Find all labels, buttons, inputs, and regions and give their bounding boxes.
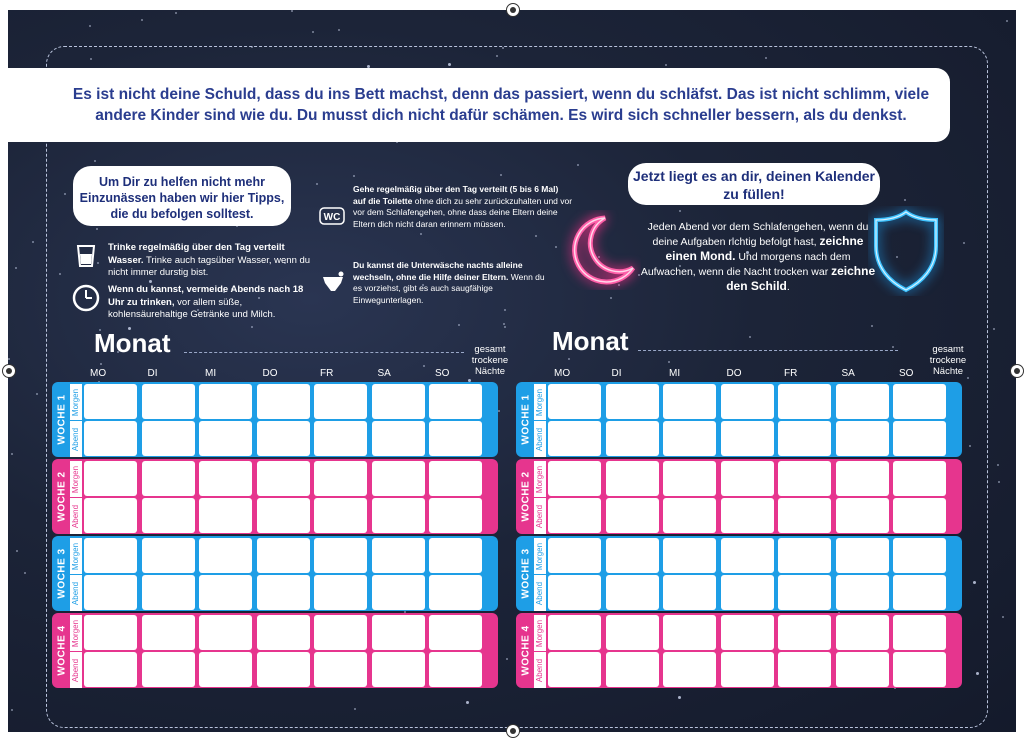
star [312, 31, 314, 33]
day-cell[interactable] [548, 615, 601, 650]
slot-label-morgen [70, 461, 82, 497]
day-cell[interactable] [314, 421, 367, 456]
instr-moon: zeichne einen Mond. [665, 234, 864, 263]
week-total-cell[interactable] [470, 536, 498, 611]
slot-label-text: Abend [535, 658, 545, 682]
tip-4-bold: Du kannst die Unterwäsche nachts alleine wechseln, ohne die Hilfe deiner Eltern. [353, 260, 523, 282]
day-cell[interactable] [372, 421, 425, 456]
week-total-cell[interactable] [470, 382, 498, 457]
star [291, 10, 293, 12]
week-label [518, 459, 534, 534]
slot-label-abend [70, 421, 82, 457]
day-cell[interactable] [721, 538, 774, 573]
slot-label-text: Morgen [71, 619, 81, 647]
day-header-mi: MI [205, 368, 217, 379]
day-cell[interactable] [721, 461, 774, 496]
day-cell[interactable] [721, 384, 774, 419]
week-label-text: WOCHE 3 [56, 548, 68, 599]
slot-label-abend [534, 421, 546, 457]
star [175, 12, 177, 14]
day-header-so: SO [899, 368, 914, 379]
day-cell[interactable] [548, 652, 601, 687]
day-cell[interactable] [142, 384, 195, 419]
day-cell[interactable] [257, 538, 310, 573]
day-cell[interactable] [199, 421, 252, 456]
day-cell[interactable] [721, 575, 774, 610]
instr-line-2: Und morgens nach dem Aufwachen, wenn die Nacht trocken war [640, 251, 851, 278]
day-cell[interactable] [778, 538, 831, 573]
day-cell[interactable] [836, 615, 889, 650]
day-cell[interactable] [199, 575, 252, 610]
day-cell[interactable] [663, 384, 716, 419]
day-header-mo: MO [90, 368, 107, 379]
day-cell[interactable] [372, 652, 425, 687]
star [141, 19, 143, 21]
slot-label-text: Abend [71, 427, 81, 451]
star [15, 267, 17, 269]
star [1002, 616, 1004, 618]
week-total-cell[interactable] [934, 459, 962, 534]
day-cell[interactable] [548, 461, 601, 496]
calendar-instructions [638, 220, 878, 294]
slot-label-morgen [70, 615, 82, 651]
night-sky-background [8, 10, 1016, 732]
day-cell[interactable] [142, 575, 195, 610]
day-cell[interactable] [199, 384, 252, 419]
week-row-3 [516, 536, 962, 611]
day-cell[interactable] [199, 498, 252, 533]
registration-mark [506, 3, 520, 17]
week-row-3 [52, 536, 498, 611]
month-line-right[interactable] [638, 350, 898, 351]
week-row-2 [52, 459, 498, 534]
star [997, 464, 999, 466]
day-cell[interactable] [606, 421, 659, 456]
day-header-sa: SA [377, 368, 391, 379]
day-cell[interactable] [199, 538, 252, 573]
day-cell[interactable] [314, 652, 367, 687]
day-cell[interactable] [548, 384, 601, 419]
tip-2 [108, 284, 318, 322]
slot-label-text: Morgen [535, 388, 545, 416]
slot-label-text: Morgen [71, 465, 81, 493]
week-label [518, 613, 534, 688]
day-cell[interactable] [778, 575, 831, 610]
slot-label-text: Abend [535, 504, 545, 528]
calendar-grid-right [516, 382, 962, 692]
week-label [54, 459, 70, 534]
day-header-mi: MI [669, 368, 681, 379]
day-cell[interactable] [778, 615, 831, 650]
slot-label-text: Morgen [535, 465, 545, 493]
star [89, 25, 91, 27]
star [24, 572, 26, 574]
calendar-heading: Jetzt liegt es an dir, deinen Kalender zu füllen! [628, 163, 880, 205]
day-cell[interactable] [836, 652, 889, 687]
slot-label-text: Morgen [71, 388, 81, 416]
day-cell[interactable] [721, 652, 774, 687]
day-cell[interactable] [606, 615, 659, 650]
day-cell[interactable] [142, 498, 195, 533]
day-cell[interactable] [778, 498, 831, 533]
day-cell[interactable] [836, 538, 889, 573]
week-label [54, 536, 70, 611]
slot-label-text: Abend [71, 504, 81, 528]
day-cell[interactable] [836, 384, 889, 419]
tip-4 [353, 260, 553, 306]
day-cell[interactable] [257, 615, 310, 650]
day-cell[interactable] [257, 498, 310, 533]
day-header-sa: SA [841, 368, 855, 379]
slot-label-morgen [70, 384, 82, 420]
day-header-fr: FR [320, 368, 334, 379]
star [1006, 20, 1008, 22]
day-cell[interactable] [84, 498, 137, 533]
day-cell[interactable] [314, 498, 367, 533]
slot-label-abend [534, 652, 546, 688]
week-label-text: WOCHE 4 [56, 625, 68, 676]
slot-label-text: Abend [535, 581, 545, 605]
day-cell[interactable] [372, 575, 425, 610]
week-label-text: WOCHE 2 [520, 471, 532, 522]
day-cell[interactable] [314, 615, 367, 650]
week-total-cell[interactable] [934, 613, 962, 688]
star [998, 481, 1000, 483]
slot-label-text: Morgen [535, 542, 545, 570]
slot-label-morgen [534, 615, 546, 651]
day-cell[interactable] [548, 421, 601, 456]
registration-mark [2, 364, 16, 378]
day-cell[interactable] [199, 652, 252, 687]
tip-1-bold: Trinke regelmäßig über den Tag verteilt Wasser. [108, 242, 285, 266]
star [36, 393, 38, 395]
slot-label-text: Morgen [535, 619, 545, 647]
star [32, 241, 34, 243]
star [8, 358, 10, 360]
tip-3-text: ohne dich zu sehr zurückzuhalten und vor vor dem Schlafengehen, ohne dass deine Eltern deine Eltern dich nicht daran erinnern müssen. [353, 195, 573, 229]
day-cell[interactable] [372, 384, 425, 419]
slot-label-text: Abend [535, 427, 545, 451]
instr-line-1: Jeden Abend vor dem Schlafengehen, wenn du deine Aufgaben richtig befolgt hast, [647, 221, 869, 248]
day-cell[interactable] [606, 575, 659, 610]
intro-text: Es ist nicht deine Schuld, dass du ins Bett machst, denn das passiert, wenn du schläfst. Das ist nicht schlimm, viele andere Kinder sind wie du. Du musst dich nicht dafür schämen. Es wird sich schneller bessern, als du denkst. [72, 86, 930, 124]
day-cell[interactable] [199, 461, 252, 496]
star [16, 550, 18, 552]
day-cell[interactable] [778, 461, 831, 496]
star [11, 709, 13, 711]
day-cell[interactable] [142, 538, 195, 573]
month-line-left[interactable] [184, 352, 464, 353]
day-cell[interactable] [548, 575, 601, 610]
total-header-left: gesamt trockene Nächte [471, 344, 509, 377]
day-header-do: DO [262, 368, 278, 379]
clock-icon [70, 282, 102, 314]
shield-icon [868, 206, 944, 296]
day-header-fr: FR [784, 368, 798, 379]
day-cell[interactable] [548, 538, 601, 573]
wc-icon [318, 206, 346, 226]
week-row-4 [52, 613, 498, 688]
day-cell[interactable] [84, 575, 137, 610]
week-total-cell[interactable] [470, 459, 498, 534]
instr-shield: zeichne den Schild [726, 264, 876, 293]
day-cell[interactable] [836, 421, 889, 456]
day-cell[interactable] [372, 615, 425, 650]
day-cell[interactable] [84, 421, 137, 456]
week-row-4 [516, 613, 962, 688]
week-row-1 [52, 382, 498, 457]
day-cell[interactable] [142, 461, 195, 496]
day-header-mo: MO [554, 368, 571, 379]
slot-label-abend [534, 575, 546, 611]
tip-2-text: vor allem süße, kohlensäurehaltige Getränke und Milch. [108, 296, 276, 320]
week-label-text: WOCHE 1 [56, 394, 68, 445]
day-cell[interactable] [142, 652, 195, 687]
day-cell[interactable] [606, 498, 659, 533]
week-label-text: WOCHE 3 [520, 548, 532, 599]
tip-1 [108, 242, 318, 280]
day-cell[interactable] [836, 575, 889, 610]
day-cell[interactable] [372, 538, 425, 573]
week-label [54, 382, 70, 457]
day-cell[interactable] [314, 575, 367, 610]
week-total-cell[interactable] [934, 382, 962, 457]
day-cell[interactable] [257, 421, 310, 456]
day-cell[interactable] [721, 498, 774, 533]
slot-label-morgen [534, 384, 546, 420]
day-cell[interactable] [84, 652, 137, 687]
day-cell[interactable] [84, 615, 137, 650]
day-cell[interactable] [257, 384, 310, 419]
week-total-cell[interactable] [934, 536, 962, 611]
day-cell[interactable] [84, 538, 137, 573]
instr-line-3: . [786, 281, 790, 293]
slot-label-abend [70, 652, 82, 688]
day-header-so: SO [435, 368, 450, 379]
slot-label-abend [70, 498, 82, 534]
day-cell[interactable] [663, 461, 716, 496]
tip-2-bold: Wenn du kannst, vermeide Abends nach 18 Uhr zu trinken, [108, 284, 304, 308]
day-cell[interactable] [314, 384, 367, 419]
calendar-grid-left [52, 382, 498, 692]
week-total-cell[interactable] [470, 613, 498, 688]
day-cell[interactable] [314, 538, 367, 573]
week-label [54, 613, 70, 688]
week-label-text: WOCHE 4 [520, 625, 532, 676]
day-cell[interactable] [721, 421, 774, 456]
day-cell[interactable] [778, 652, 831, 687]
day-cell[interactable] [721, 615, 774, 650]
day-cell[interactable] [314, 461, 367, 496]
slot-label-morgen [534, 461, 546, 497]
day-cell[interactable] [663, 421, 716, 456]
day-cell[interactable] [548, 498, 601, 533]
slot-label-text: Morgen [71, 542, 81, 570]
registration-mark [506, 724, 520, 738]
day-cell[interactable] [836, 498, 889, 533]
star [338, 29, 340, 31]
tip-3-bold: Gehe regelmäßig über den Tag verteilt (5 bis 6 Mal) auf die Toilette [353, 184, 559, 206]
day-cell[interactable] [84, 461, 137, 496]
day-cell[interactable] [606, 461, 659, 496]
total-header-right: gesamt trockene Nächte [929, 344, 967, 377]
day-cell[interactable] [606, 384, 659, 419]
day-cell[interactable] [257, 652, 310, 687]
week-label [518, 382, 534, 457]
slot-label-abend [70, 575, 82, 611]
day-cell[interactable] [663, 575, 716, 610]
star [11, 453, 13, 455]
day-cell[interactable] [257, 575, 310, 610]
day-cell[interactable] [257, 461, 310, 496]
slot-label-abend [534, 498, 546, 534]
week-label [518, 536, 534, 611]
day-cell[interactable] [84, 384, 137, 419]
underwear-icon [318, 268, 348, 298]
day-cell[interactable] [606, 538, 659, 573]
day-header-di: DI [611, 368, 622, 379]
slot-label-morgen [534, 538, 546, 574]
day-cell[interactable] [778, 384, 831, 419]
water-glass-icon [74, 242, 98, 270]
intro-banner [8, 68, 950, 142]
day-header-do: DO [726, 368, 742, 379]
tips-heading: Um Dir zu helfen nicht mehr Einzunässen haben wir hier Tipps, die du befolgen solltest. [73, 166, 291, 226]
day-cell[interactable] [663, 498, 716, 533]
week-row-2 [516, 459, 962, 534]
month-label-left: Monat [94, 328, 171, 358]
day-cell[interactable] [372, 461, 425, 496]
day-cell[interactable] [778, 421, 831, 456]
month-label-right: Monat [552, 326, 629, 356]
moon-icon [561, 210, 641, 290]
day-cell[interactable] [606, 652, 659, 687]
day-cell[interactable] [142, 421, 195, 456]
slot-label-text: Abend [71, 658, 81, 682]
day-header-di: DI [147, 368, 158, 379]
day-cell[interactable] [372, 498, 425, 533]
slot-label-text: Abend [71, 581, 81, 605]
day-cell[interactable] [836, 461, 889, 496]
tip-4-text: Wenn du es vorziehst, gibt es auch saugfähige Einwegunterlagen. [353, 271, 545, 305]
week-row-1 [516, 382, 962, 457]
star [993, 328, 995, 330]
tip-1-text: Trinke auch tagsüber Wasser, wenn du nicht immer durstig bist. [108, 254, 311, 278]
day-cell[interactable] [199, 615, 252, 650]
week-label-text: WOCHE 1 [520, 394, 532, 445]
day-cell[interactable] [663, 652, 716, 687]
day-cell[interactable] [142, 615, 195, 650]
day-cell[interactable] [663, 538, 716, 573]
registration-mark [1010, 364, 1024, 378]
day-cell[interactable] [663, 615, 716, 650]
tip-3 [353, 184, 573, 230]
slot-label-morgen [70, 538, 82, 574]
svg-text:WC: WC [323, 212, 341, 223]
week-label-text: WOCHE 2 [56, 471, 68, 522]
